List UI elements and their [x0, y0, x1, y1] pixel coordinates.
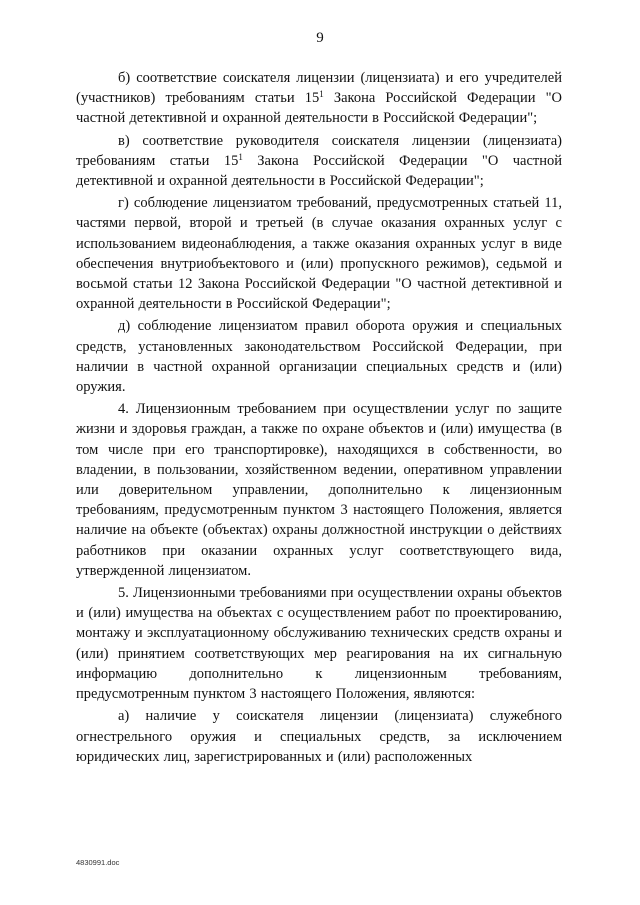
paragraph-item-b [76, 68, 562, 129]
paragraph-item-v [76, 131, 562, 192]
paragraph-point-5: 5. Лицензионными требованиями при осуществлении охраны объектов и (или) имущества на объектах с осуществлением работ по проектированию, монтажу и эксплуатационному обслуживанию технических средств охраны и (или) принятием соответствующих мер реагирования на их сигнальную информацию дополнительно к лицензионным требованиям, предусмотренным пунктом 3 настоящего Положения, являются: [76, 585, 562, 703]
document-filename: 4830991.doc [76, 858, 120, 867]
document-body [76, 68, 562, 767]
superscript: 1 [319, 89, 324, 100]
paragraph-text: Закона Российской Федерации "О частной детективной и охранной деятельности в Российской Федерации"; [76, 152, 562, 190]
paragraph-item-g: г) соблюдение лицензиатом требований, предусмотренных статьей 11, частями первой, второй и третьей (в случае оказания охранных услуг с использованием видеонаблюдения, а также оказания охранных услуг в виде обеспечения внутриобъектового и (или) пропускного режимов), седьмой и восьмой статьи 12 Закона Российской Федерации "О частной детективной и охранной деятельности в Российской Федерации"; [76, 195, 562, 313]
paragraph-point-4: 4. Лицензионным требованием при осуществлении услуг по защите жизни и здоровья граждан, а также по охране объектов и (или) имущества (в том числе при его транспортировке), находящихся в собственности, во владении, в пользовании, хозяйственном ведении, оперативном управлении или доверительном управлении, дополнительно к лицензионным требованиям, предусмотренным пунктом 3 настоящего Положения, является наличие на объекте (объектах) охраны должностной инструкции о действиях работников при оказании охранных услуг соответствующего вида, утвержденной лицензиатом. [76, 401, 562, 579]
paragraph-text: в) соответствие руководителя соискателя лицензии (лицензиата) требованиям статьи 15 [76, 132, 562, 169]
paragraph-text: Закона Российской Федерации "О частной детективной и охранной деятельности в Российской Федерации"; [76, 90, 562, 127]
paragraph-item-d: д) соблюдение лицензиатом правил оборота оружия и специальных средств, установленных законодательством Российской Федерации, при наличии в частной охранной организации специальных средств и (или) оружия. [76, 318, 562, 396]
paragraph-item-a: а) наличие у соискателя лицензии (лицензиата) служебного огнестрельного оружия и специальных средств, за исключением юридических лиц, зарегистрированных и (или) расположенных [76, 708, 562, 765]
page-number: 9 [316, 30, 324, 46]
superscript: 1 [238, 151, 243, 162]
paragraph-text: б) соответствие соискателя лицензии (лицензиата) и его учредителей (участников) требованиям статьи 15 [76, 70, 562, 107]
